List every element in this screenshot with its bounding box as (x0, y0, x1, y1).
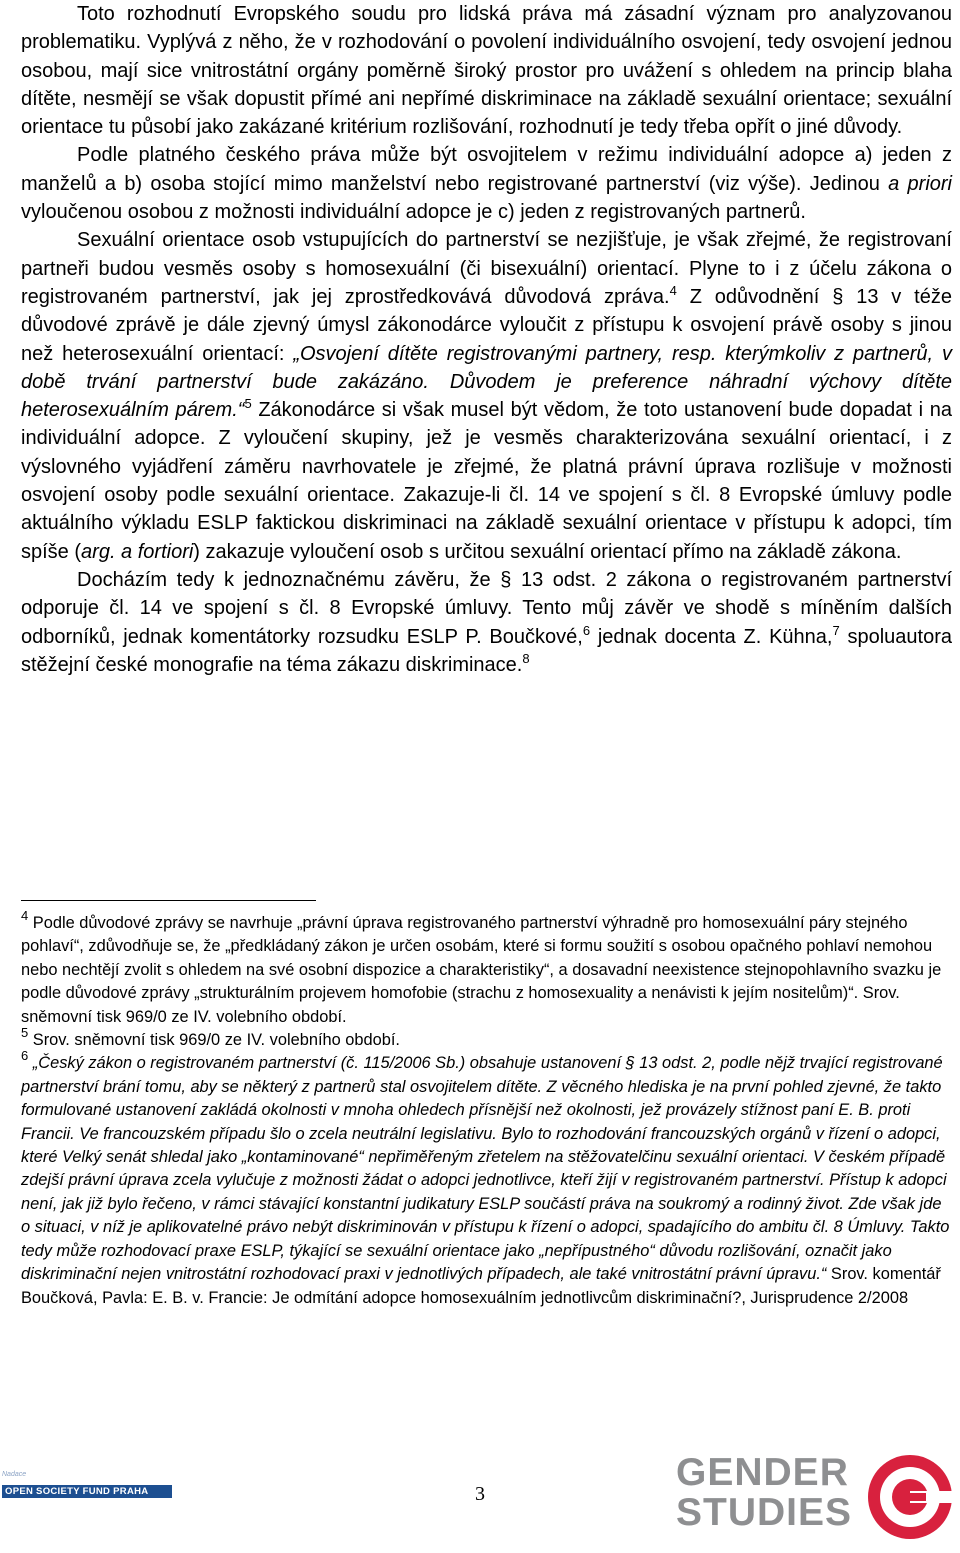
footnote-ref-5[interactable]: 5 (244, 396, 252, 412)
osf-logo-small-text: Nadace (2, 1471, 27, 1478)
osf-logo-name: OPEN SOCIETY FUND PRAHA (2, 1485, 172, 1498)
footnote-text: Podle důvodové zprávy se navrhuje „právní úprava registrovaného partnerství výhradně pro homosexuální páry stejného pohlaví“, zdůvodňuje se, že „předkládaný zákon je určen osobám, které si formu soužití s osobou opačného pohlaví nemohou nebo nechtějí zvolit s ohledem na své osobní dispozice a charakteristiky“, a dosavadní neexistence stejnopohlavního svazku je podle důvodové zprávy „strukturálním projevem homofobie (strachu z homosexuality a nenávisti k jejím nositelům)“. Srov. sněmovní tisk 969/0 ze IV. volebního období. (21, 914, 942, 1026)
footnote-number: 4 (21, 908, 29, 923)
footnote-ref-4[interactable]: 4 (669, 282, 677, 298)
paragraph-text: jednak docenta Z. Kühna, (590, 625, 833, 648)
footnote-number: 5 (21, 1025, 29, 1041)
footnote-quote: „Český zákon o registrovaném partnerství (č. 115/2006 Sb.) obsahuje ustanovení § 13 odst. 2, podle nějž trvající registrované partnerství brání tomu, aby se některý z partnerů stal osvojitelem dítěte. Z věcného hlediska je na první pohled zjevné, že takto formulované ustanovení zakládá okolnosti v mnoha ohledech přísnější než okolnosti, jež provázely stížnost paní E. B. proti Francii. Ve francouzském případu šlo o zcela neutrální legislativu. Bylo to rozhodování francouzských orgánů v řízení o adopci, které Velký senát shledal jako „kontaminované“ nepřiměřeným zřetelem na stěžovatelčinu sexuální orientaci. V českém případě zdejší právní úprava zcela vylučuje z možnosti žádat o adopci jednotlivce, kteří žijí v registrovaném partnerství. Přístup k adopci není, jak již bylo řečeno, v rámci stávající konstantní judikatury ESLP součástí práva na soukromý a rodinný život. Zde však jde o situaci, v níž je aplikovatelné právo nebýt diskriminován v přístupu k řízení o adopci, spadajícího do ambitu čl. 8 Úmluvy. Takto tedy může rozhodovací praxe ESLP, týkající se sexuální orientace jako „nepřípustného“ důvodu rozlišování, označit jako diskriminační nejen vnitrostátní rozhodovací praxi v jednotlivých případech, ale také vnitrostátní právní úpravu.“ (21, 1054, 950, 1284)
footnote-4 (21, 908, 952, 1029)
paragraph-text: Toto rozhodnutí Evropského soudu pro lidská práva má zásadní význam pro analyzovanou problematiku. Vyplývá z něho, že v rozhodování o povolení individuálního osvojení, tedy osvojení jednou osobou, mají sice vnitrostátní orgány poměrně široký prostor pro uvážení s ohledem na princip blaha dítěte, nesmějí se však dopustit přímé ani nepřímé diskriminace na základě sexuální orientace; sexuální orientace tu působí jako zakázané kritérium rozlišování, rozhodnutí je tedy třeba opřít o jiné důvody. (21, 3, 952, 139)
footnote-ref-6[interactable]: 6 (582, 622, 591, 638)
paragraph-conclusion (21, 566, 952, 679)
footnote-divider (21, 900, 316, 901)
gender-studies-wordmark (676, 1453, 886, 1533)
paragraph-sexual-orientation (21, 226, 952, 566)
paragraph-text: ) zakazuje vyloučení osob s určitou sexuální orientací přímo na základě zákona. (193, 540, 902, 563)
italic-quote: „Osvojení dítěte registrovanými partnery, resp. kterýmkoliv z partnerů, v době trvání partnerství bude zakázáno. Důvodem je preference náhradní výchovy dítěte heterosexuálním párem.“ (21, 342, 952, 422)
gs-line-2: STUDIES (676, 1491, 853, 1534)
footnote-text: Srov. sněmovní tisk 969/0 ze IV. volebního období. (28, 1031, 400, 1050)
paragraph-czech-law (21, 141, 952, 226)
footnote-text: Srov. komentář Boučková, Pavla: E. B. v. Francie: Je odmítání adopce homosexuálním jednotlivcům diskriminační?, Jurisprudence 2/2008 (21, 1265, 941, 1307)
footnote-ref-7[interactable]: 7 (832, 622, 840, 638)
footnote-number: 6 (21, 1048, 29, 1064)
paragraph-text: Z odůvodnění § 13 v téže důvodové zprávě je dále zjevný úmysl zákonodárce vyloučit z přístupu k osvojení právě osoby s jinou než heterosexuální orientací: (21, 285, 952, 365)
gender-studies-logo (676, 1453, 956, 1545)
paragraph-text: Sexuální orientace osob vstupujících do partnerství se nezjišťuje, je však zřejmé, že registrovaní partneři budou vesměs osoby s homosexuální (či bisexuální) orientací. Plyne to i z účelu zákona o registrovaném partnerství, jak jej zprostředkovává důvodová zpráva. (21, 229, 952, 308)
gender-studies-emblem-icon (866, 1453, 954, 1541)
paragraph-text: vyloučenou osobou z možnosti individuální adopce je c) jeden z registrovaných partnerů. (21, 201, 806, 224)
footnote-6 (21, 1048, 952, 1309)
paragraph-text: Podle platného českého práva může být osvojitelem v režimu individuální adopce a) jeden z manželů a b) osoba stojící mimo manželství nebo registrované partnerství (viz výše). Jedinou (21, 144, 952, 195)
gs-line-1: GENDER (676, 1451, 849, 1494)
paragraph-echr-decision (21, 0, 952, 141)
paragraph-text: spoluautora stěžejní české monografie na téma zákazu diskriminace. (21, 625, 953, 676)
italic-term: arg. a fortiori (81, 540, 194, 563)
paragraph-text: Zákonodárce si však musel být vědom, že toto ustanovení bude dopadat i na individuální adopce. Z vyloučení skupiny, jež je vesměs charakterizována sexuální orientací, i z výslovného vyjádření záměru navrhovatele je zřejmé, že platná právní úprava rozlišuje v možnosti osvojení osoby podle sexuální orientace. Zakazuje-li čl. 14 ve spojení s čl. 8 Evropské úmluvy podle aktuálního výkladu ESLP faktickou diskriminaci na základě sexuální orientace v přístupu k adopci, tím spíše ( (21, 399, 953, 563)
main-text (21, 0, 952, 679)
footnote-ref-8[interactable]: 8 (522, 650, 530, 666)
footnotes (21, 908, 952, 1310)
paragraph-text: Docházím tedy k jednoznačnému závěru, že § 13 odst. 2 zákona o registrovaném partnerství odporuje čl. 14 ve spojení s čl. 8 Evropské úmluvy. Tento můj závěr ve shodě s míněním dalších odborníků, jednak komentátorky rozsudku ESLP P. Boučkové, (21, 568, 952, 648)
footnote-5 (21, 1025, 952, 1052)
page-number: 3 (475, 1483, 485, 1505)
italic-term: a priori (888, 172, 952, 195)
